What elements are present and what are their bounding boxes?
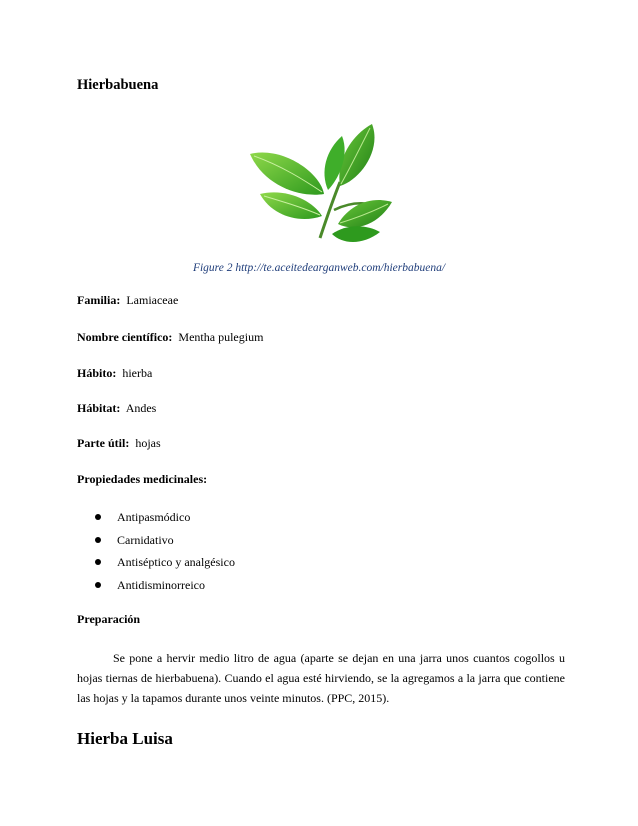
field-value: Lamiaceae (126, 293, 179, 307)
propiedades-list (95, 510, 235, 600)
field-label: Hábitat: (77, 401, 121, 415)
list-item-text: Antidisminorreico (117, 577, 205, 592)
field-value: hojas (135, 436, 161, 450)
list-item (95, 555, 235, 578)
bullet-icon (95, 537, 101, 543)
list-item-text: Antiséptico y analgésico (117, 555, 235, 569)
next-section-title: Hierba Luisa (77, 729, 173, 748)
preparacion-label: Preparación (77, 612, 141, 626)
mint-leaves-icon (242, 120, 394, 250)
field-habito (77, 366, 152, 381)
list-item (95, 510, 235, 533)
preparacion-paragraph: Se pone a hervir medio litro de agua (aparte se dejan en una jarra unos cuantos cogollos u hojas tiernas de hierbabuena). Cuando el agua esté hirviendo, se la agregamos a la jarra que contiene las hojas y la tapamos durante unos veinte minutos. (PPC, 2015). (77, 651, 565, 705)
preparacion-heading (77, 612, 140, 627)
field-label: Familia: (77, 293, 121, 307)
section-title: Hierbabuena (77, 77, 159, 93)
field-familia (77, 293, 178, 308)
field-label: Hábito: (77, 366, 117, 380)
propiedades-label: Propiedades medicinales: (77, 472, 208, 486)
field-value: Andes (125, 401, 157, 415)
field-habitat (77, 401, 156, 416)
list-item (95, 578, 235, 601)
list-item (95, 533, 235, 556)
list-item-text: Antipasmódico (117, 510, 191, 524)
field-parte-util (77, 436, 161, 451)
bullet-icon (95, 514, 101, 520)
field-label: Nombre científico: (77, 330, 173, 344)
field-nombre-cientifico (77, 330, 263, 345)
propiedades-heading (77, 472, 207, 487)
bullet-icon (95, 559, 101, 565)
bullet-icon (95, 582, 101, 588)
field-label: Parte útil: (77, 436, 130, 450)
list-item-text: Carnidativo (117, 532, 174, 547)
field-value: hierba (122, 366, 153, 380)
figure-caption: Figure 2 http://te.aceitedearganweb.com/hierbabuena/ (192, 262, 446, 274)
field-value: Mentha pulegium (178, 330, 264, 344)
mint-leaves-image (242, 120, 394, 250)
